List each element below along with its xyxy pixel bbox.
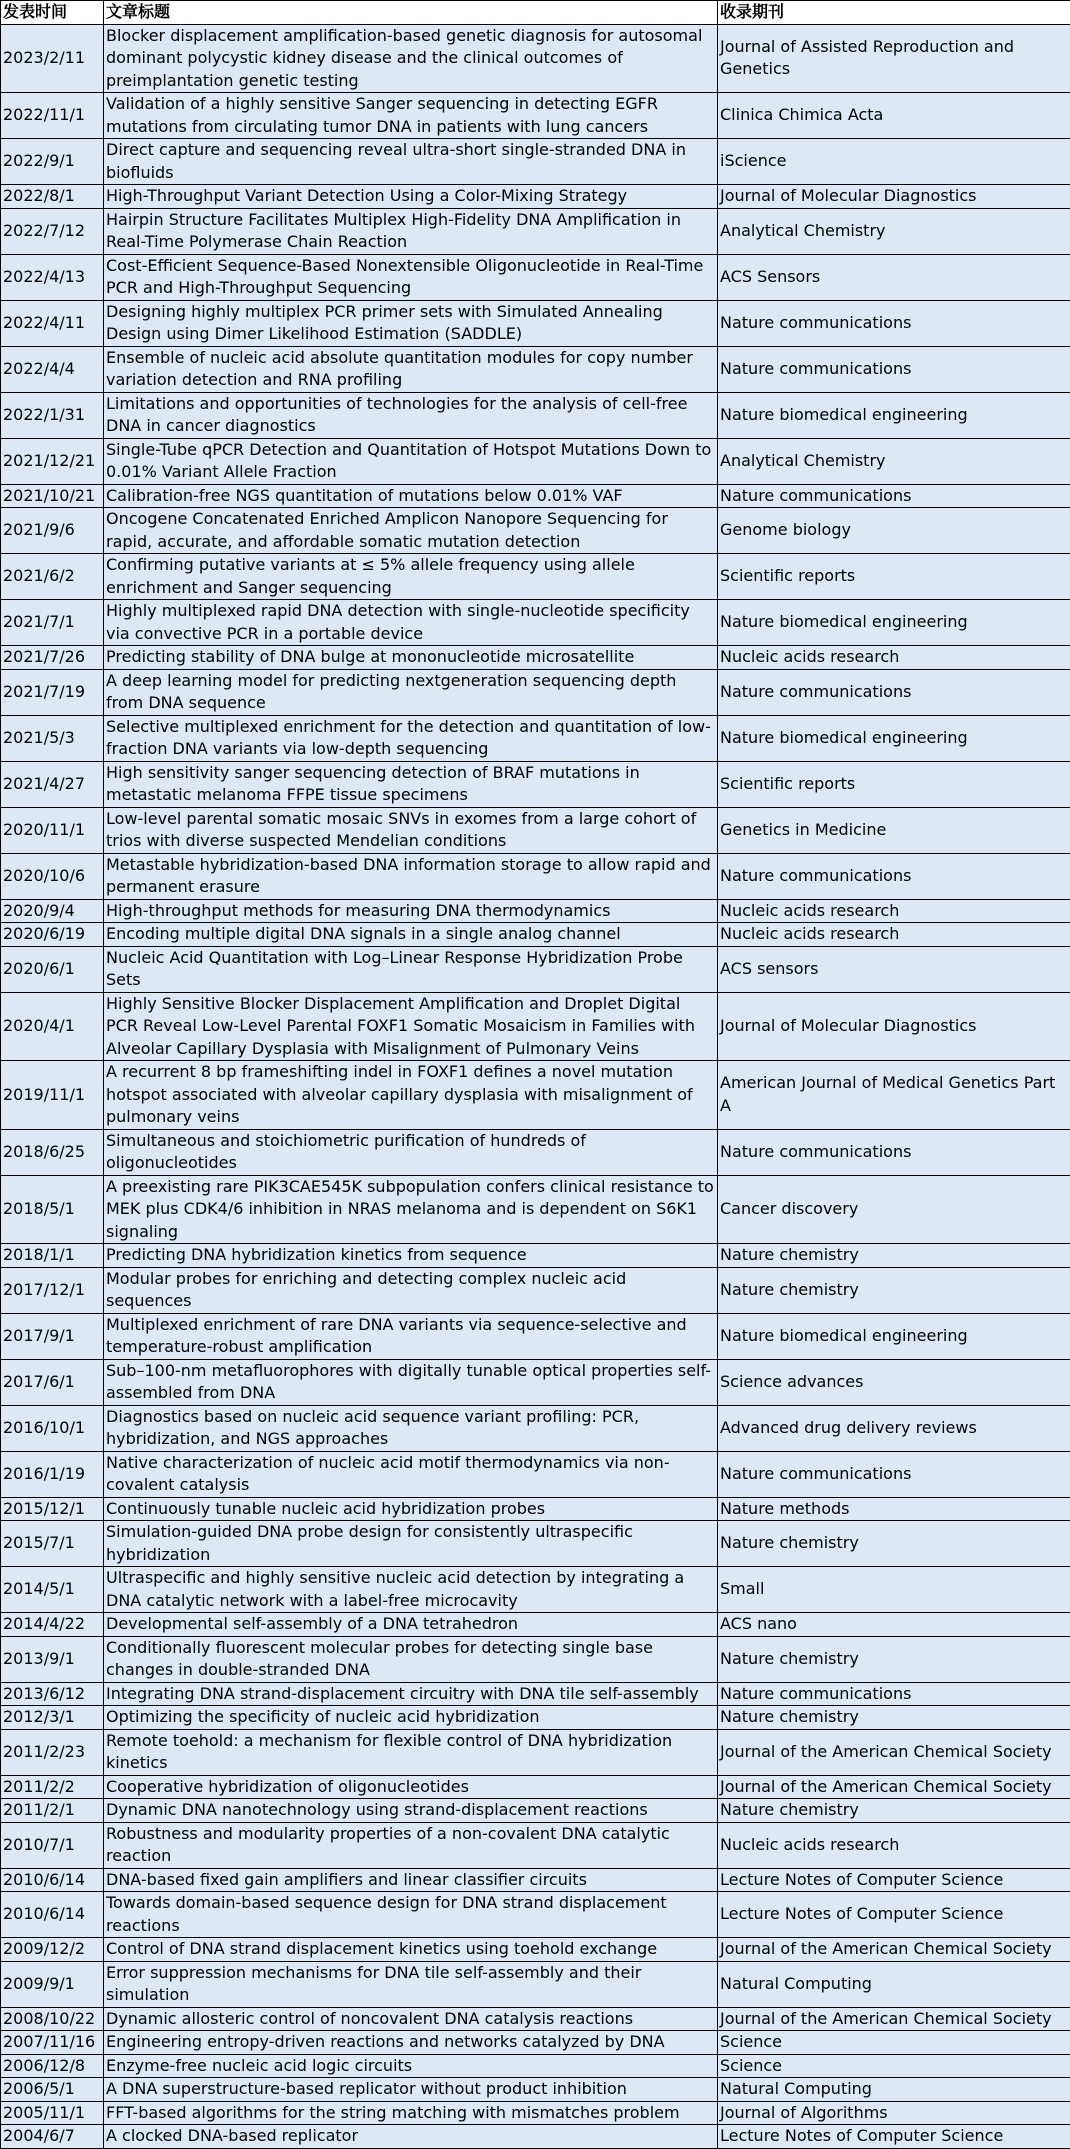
table-row [1,1636,1070,1682]
cell-journal: Journal of Assisted Reproduction and Genetics [718,24,1070,93]
cell-title: Developmental self-assembly of a DNA tetrahedron [104,1613,718,1637]
cell-journal: Nucleic acids research [718,1822,1070,1868]
cell-title: A DNA superstructure-based replicator without product inhibition [104,2078,718,2102]
cell-date: 2016/1/19 [1,1451,104,1497]
cell-journal: Journal of Molecular Diagnostics [718,992,1070,1061]
cell-journal: Journal of the American Chemical Society [718,1729,1070,1775]
cell-title: Ensemble of nucleic acid absolute quantitation modules for copy number variation detection and RNA profiling [104,346,718,392]
table-row [1,1822,1070,1868]
cell-title: Simulation-guided DNA probe design for consistently ultraspecific hybridization [104,1521,718,1567]
cell-title: Optimizing the specificity of nucleic acid hybridization [104,1706,718,1730]
table-row [1,899,1070,923]
cell-date: 2014/5/1 [1,1567,104,1613]
cell-date: 2021/7/19 [1,669,104,715]
cell-date: 2021/9/6 [1,508,104,554]
cell-date: 2016/10/1 [1,1405,104,1451]
table-row [1,2031,1070,2055]
cell-title: Limitations and opportunities of technologies for the analysis of cell-free DNA in cancer diagnostics [104,392,718,438]
cell-journal: Journal of the American Chemical Society [718,1938,1070,1962]
table-row [1,600,1070,646]
cell-date: 2013/6/12 [1,1682,104,1706]
table-row [1,1129,1070,1175]
cell-journal: Nature chemistry [718,1706,1070,1730]
cell-journal: Nature communications [718,1129,1070,1175]
cell-journal: Nucleic acids research [718,923,1070,947]
cell-date: 2022/4/4 [1,346,104,392]
cell-title: Dynamic allosteric control of noncovalent DNA catalysis reactions [104,2007,718,2031]
cell-title: Integrating DNA strand-displacement circuitry with DNA tile self-assembly [104,1682,718,1706]
table-row [1,24,1070,93]
cell-title: Error suppression mechanisms for DNA tile self-assembly and their simulation [104,1961,718,2007]
cell-date: 2014/4/22 [1,1613,104,1637]
cell-title: Oncogene Concatenated Enriched Amplicon Nanopore Sequencing for rapid, accurate, and affordable somatic mutation detection [104,508,718,554]
cell-date: 2011/2/23 [1,1729,104,1775]
cell-journal: Nature biomedical engineering [718,1313,1070,1359]
cell-date: 2021/10/21 [1,484,104,508]
cell-title: Calibration-free NGS quantitation of mutations below 0.01% VAF [104,484,718,508]
table-row [1,346,1070,392]
cell-title: Towards domain-based sequence design for DNA strand displacement reactions [104,1892,718,1938]
cell-date: 2007/11/16 [1,2031,104,2055]
cell-date: 2009/9/1 [1,1961,104,2007]
cell-journal: Science [718,2054,1070,2078]
cell-journal: Nature communications [718,300,1070,346]
cell-journal: Natural Computing [718,1961,1070,2007]
table-row [1,1175,1070,1244]
cell-title: A deep learning model for predicting nextgeneration sequencing depth from DNA sequence [104,669,718,715]
cell-date: 2022/7/12 [1,208,104,254]
cell-date: 2010/6/14 [1,1892,104,1938]
cell-journal: Nature methods [718,1497,1070,1521]
cell-date: 2009/12/2 [1,1938,104,1962]
cell-title: Direct capture and sequencing reveal ultra-short single-stranded DNA in biofluids [104,139,718,185]
table-row [1,1061,1070,1130]
cell-title: Conditionally fluorescent molecular probes for detecting single base changes in double-stranded DNA [104,1636,718,1682]
cell-journal: Journal of the American Chemical Society [718,2007,1070,2031]
table-row [1,1799,1070,1823]
table-row [1,1497,1070,1521]
cell-journal: Science [718,2031,1070,2055]
cell-date: 2004/6/7 [1,2125,104,2149]
cell-date: 2022/4/13 [1,254,104,300]
cell-date: 2011/2/2 [1,1775,104,1799]
cell-date: 2022/8/1 [1,185,104,209]
cell-date: 2020/6/19 [1,923,104,947]
cell-journal: Analytical Chemistry [718,208,1070,254]
table-row [1,438,1070,484]
cell-title: A clocked DNA-based replicator [104,2125,718,2149]
table-row [1,669,1070,715]
cell-date: 2022/9/1 [1,139,104,185]
cell-journal: Science advances [718,1359,1070,1405]
cell-journal: Nature communications [718,346,1070,392]
table-row [1,2054,1070,2078]
table-row [1,1567,1070,1613]
cell-date: 2018/6/25 [1,1129,104,1175]
cell-date: 2013/9/1 [1,1636,104,1682]
cell-journal: Nature chemistry [718,1244,1070,1268]
cell-title: Simultaneous and stoichiometric purification of hundreds of oligonucleotides [104,1129,718,1175]
table-row [1,185,1070,209]
cell-date: 2006/5/1 [1,2078,104,2102]
cell-title: Continuously tunable nucleic acid hybridization probes [104,1497,718,1521]
cell-date: 2022/11/1 [1,93,104,139]
cell-date: 2020/4/1 [1,992,104,1061]
cell-title: Encoding multiple digital DNA signals in a single analog channel [104,923,718,947]
cell-title: Single-Tube qPCR Detection and Quantitation of Hotspot Mutations Down to 0.01% Variant Allele Fraction [104,438,718,484]
cell-date: 2011/2/1 [1,1799,104,1823]
table-row [1,392,1070,438]
table-row [1,807,1070,853]
cell-title: A preexisting rare PIK3CAE545K subpopulation confers clinical resistance to MEK plus CDK4/6 inhibition in NRAS melanoma and is dependent on S6K1 signaling [104,1175,718,1244]
cell-journal: ACS Sensors [718,254,1070,300]
cell-date: 2008/10/22 [1,2007,104,2031]
cell-title: Hairpin Structure Facilitates Multiplex High-Fidelity DNA Amplification in Real-Time Polymerase Chain Reaction [104,208,718,254]
cell-journal: Clinica Chimica Acta [718,93,1070,139]
cell-journal: Nature communications [718,1682,1070,1706]
cell-title: DNA-based fixed gain amplifiers and linear classifier circuits [104,1868,718,1892]
cell-title: Native characterization of nucleic acid motif thermodynamics via non-covalent catalysis [104,1451,718,1497]
header-date: 发表时间 [1,1,104,25]
table-row [1,300,1070,346]
table-row [1,992,1070,1061]
cell-date: 2017/12/1 [1,1267,104,1313]
table-row [1,1892,1070,1938]
cell-journal: Journal of Molecular Diagnostics [718,185,1070,209]
cell-journal: Journal of the American Chemical Society [718,1775,1070,1799]
cell-journal: Nature biomedical engineering [718,715,1070,761]
cell-journal: Genetics in Medicine [718,807,1070,853]
cell-title: High-Throughput Variant Detection Using a Color-Mixing Strategy [104,185,718,209]
cell-journal: Nature communications [718,853,1070,899]
cell-journal: Nature biomedical engineering [718,600,1070,646]
cell-journal: Small [718,1567,1070,1613]
cell-title: Ultraspecific and highly sensitive nucleic acid detection by integrating a DNA catalytic network with a label-free microcavity [104,1567,718,1613]
cell-title: Nucleic Acid Quantitation with Log–Linear Response Hybridization Probe Sets [104,946,718,992]
cell-title: Engineering entropy-driven reactions and networks catalyzed by DNA [104,2031,718,2055]
cell-date: 2010/7/1 [1,1822,104,1868]
cell-date: 2012/3/1 [1,1706,104,1730]
cell-title: Enzyme-free nucleic acid logic circuits [104,2054,718,2078]
cell-journal: Scientific reports [718,554,1070,600]
cell-title: Blocker displacement amplification-based genetic diagnosis for autosomal dominant polycystic kidney disease and the clinical outcomes of preimplantation genetic testing [104,24,718,93]
cell-title: Selective multiplexed enrichment for the detection and quantitation of low-fraction DNA variants via low-depth sequencing [104,715,718,761]
cell-title: High-throughput methods for measuring DNA thermodynamics [104,899,718,923]
cell-journal: Nature chemistry [718,1521,1070,1567]
cell-title: Highly multiplexed rapid DNA detection with single-nucleotide specificity via convective PCR in a portable device [104,600,718,646]
table-row [1,508,1070,554]
cell-journal: iScience [718,139,1070,185]
table-row [1,1244,1070,1268]
cell-date: 2018/1/1 [1,1244,104,1268]
cell-journal: Advanced drug delivery reviews [718,1405,1070,1451]
cell-date: 2020/6/1 [1,946,104,992]
table-row [1,1868,1070,1892]
table-row [1,554,1070,600]
header-journal: 收录期刊 [718,1,1070,25]
cell-title: Low-level parental somatic mosaic SNVs in exomes from a large cohort of trios with diverse suspected Mendelian conditions [104,807,718,853]
table-row [1,1313,1070,1359]
cell-title: Cooperative hybridization of oligonucleotides [104,1775,718,1799]
cell-title: Control of DNA strand displacement kinetics using toehold exchange [104,1938,718,1962]
cell-title: Metastable hybridization-based DNA information storage to allow rapid and permanent erasure [104,853,718,899]
table-row [1,1729,1070,1775]
cell-title: Diagnostics based on nucleic acid sequence variant profiling: PCR, hybridization, and NGS approaches [104,1405,718,1451]
cell-title: Predicting stability of DNA bulge at mononucleotide microsatellite [104,646,718,670]
table-row [1,254,1070,300]
table-row [1,2101,1070,2125]
table-row [1,93,1070,139]
cell-title: Robustness and modularity properties of a non-covalent DNA catalytic reaction [104,1822,718,1868]
table-row [1,208,1070,254]
cell-title: Sub–100-nm metafluorophores with digitally tunable optical properties self-assembled from DNA [104,1359,718,1405]
cell-journal: Natural Computing [718,2078,1070,2102]
cell-date: 2020/11/1 [1,807,104,853]
table-row [1,2125,1070,2149]
cell-journal: Lecture Notes of Computer Science [718,2125,1070,2149]
cell-date: 2015/12/1 [1,1497,104,1521]
cell-journal: Nature communications [718,484,1070,508]
cell-title: Designing highly multiplex PCR primer sets with Simulated Annealing Design using Dimer Likelihood Estimation (SADDLE) [104,300,718,346]
cell-date: 2022/1/31 [1,392,104,438]
cell-title: Validation of a highly sensitive Sanger sequencing in detecting EGFR mutations from circulating tumor DNA in patients with lung cancers [104,93,718,139]
cell-title: Highly Sensitive Blocker Displacement Amplification and Droplet Digital PCR Reveal Low-Level Parental FOXF1 Somatic Mosaicism in Families with Alveolar Capillary Dysplasia with Misalignment of Pulmonary Veins [104,992,718,1061]
cell-date: 2020/10/6 [1,853,104,899]
cell-title: Dynamic DNA nanotechnology using strand-displacement reactions [104,1799,718,1823]
table-row [1,1682,1070,1706]
cell-journal: Lecture Notes of Computer Science [718,1892,1070,1938]
cell-date: 2015/7/1 [1,1521,104,1567]
cell-title: Confirming putative variants at ≤ 5% allele frequency using allele enrichment and Sanger sequencing [104,554,718,600]
cell-title: High sensitivity sanger sequencing detection of BRAF mutations in metastatic melanoma FFPE tissue specimens [104,761,718,807]
table-row [1,1521,1070,1567]
cell-journal: Nucleic acids research [718,899,1070,923]
table-row [1,923,1070,947]
cell-date: 2005/11/1 [1,2101,104,2125]
cell-date: 2021/12/21 [1,438,104,484]
cell-title: FFT-based algorithms for the string matching with mismatches problem [104,2101,718,2125]
cell-date: 2023/2/11 [1,24,104,93]
cell-journal: Nature chemistry [718,1267,1070,1313]
cell-journal: Nature communications [718,1451,1070,1497]
cell-journal: Genome biology [718,508,1070,554]
table-row [1,1706,1070,1730]
table-row [1,761,1070,807]
cell-date: 2021/7/1 [1,600,104,646]
cell-journal: American Journal of Medical Genetics Part A [718,1061,1070,1130]
table-row [1,1267,1070,1313]
cell-date: 2010/6/14 [1,1868,104,1892]
table-row [1,1961,1070,2007]
cell-journal: Nature chemistry [718,1636,1070,1682]
table-row [1,1938,1070,1962]
cell-journal: Nucleic acids research [718,646,1070,670]
cell-title: Cost-Efficient Sequence-Based Nonextensible Oligonucleotide in Real-Time PCR and High-Throughput Sequencing [104,254,718,300]
cell-date: 2021/5/3 [1,715,104,761]
cell-title: A recurrent 8 bp frameshifting indel in FOXF1 defines a novel mutation hotspot associated with alveolar capillary dysplasia with misalignment of pulmonary veins [104,1061,718,1130]
cell-date: 2006/12/8 [1,2054,104,2078]
table-row [1,1405,1070,1451]
cell-date: 2019/11/1 [1,1061,104,1130]
table-row [1,715,1070,761]
header-title: 文章标题 [104,1,718,25]
cell-title: Modular probes for enriching and detecting complex nucleic acid sequences [104,1267,718,1313]
table-row [1,1359,1070,1405]
table-row [1,1613,1070,1637]
cell-journal: Nature biomedical engineering [718,392,1070,438]
cell-title: Predicting DNA hybridization kinetics from sequence [104,1244,718,1268]
table-row [1,2007,1070,2031]
table-row [1,946,1070,992]
cell-journal: Lecture Notes of Computer Science [718,1868,1070,1892]
cell-journal: Nature chemistry [718,1799,1070,1823]
cell-date: 2021/6/2 [1,554,104,600]
cell-date: 2022/4/11 [1,300,104,346]
cell-date: 2017/6/1 [1,1359,104,1405]
cell-journal: Analytical Chemistry [718,438,1070,484]
cell-date: 2021/4/27 [1,761,104,807]
cell-date: 2020/9/4 [1,899,104,923]
cell-journal: Scientific reports [718,761,1070,807]
cell-date: 2017/9/1 [1,1313,104,1359]
cell-date: 2018/5/1 [1,1175,104,1244]
table-row [1,1775,1070,1799]
cell-journal: Cancer discovery [718,1175,1070,1244]
cell-journal: ACS sensors [718,946,1070,992]
header-row [1,1,1070,25]
cell-journal: Nature communications [718,669,1070,715]
table-row [1,2078,1070,2102]
table-row [1,1451,1070,1497]
cell-title: Multiplexed enrichment of rare DNA variants via sequence-selective and temperature-robust amplification [104,1313,718,1359]
cell-journal: ACS nano [718,1613,1070,1637]
table-row [1,646,1070,670]
table-row [1,484,1070,508]
cell-journal: Journal of Algorithms [718,2101,1070,2125]
cell-date: 2021/7/26 [1,646,104,670]
table-row [1,139,1070,185]
cell-title: Remote toehold: a mechanism for flexible control of DNA hybridization kinetics [104,1729,718,1775]
table-row [1,853,1070,899]
